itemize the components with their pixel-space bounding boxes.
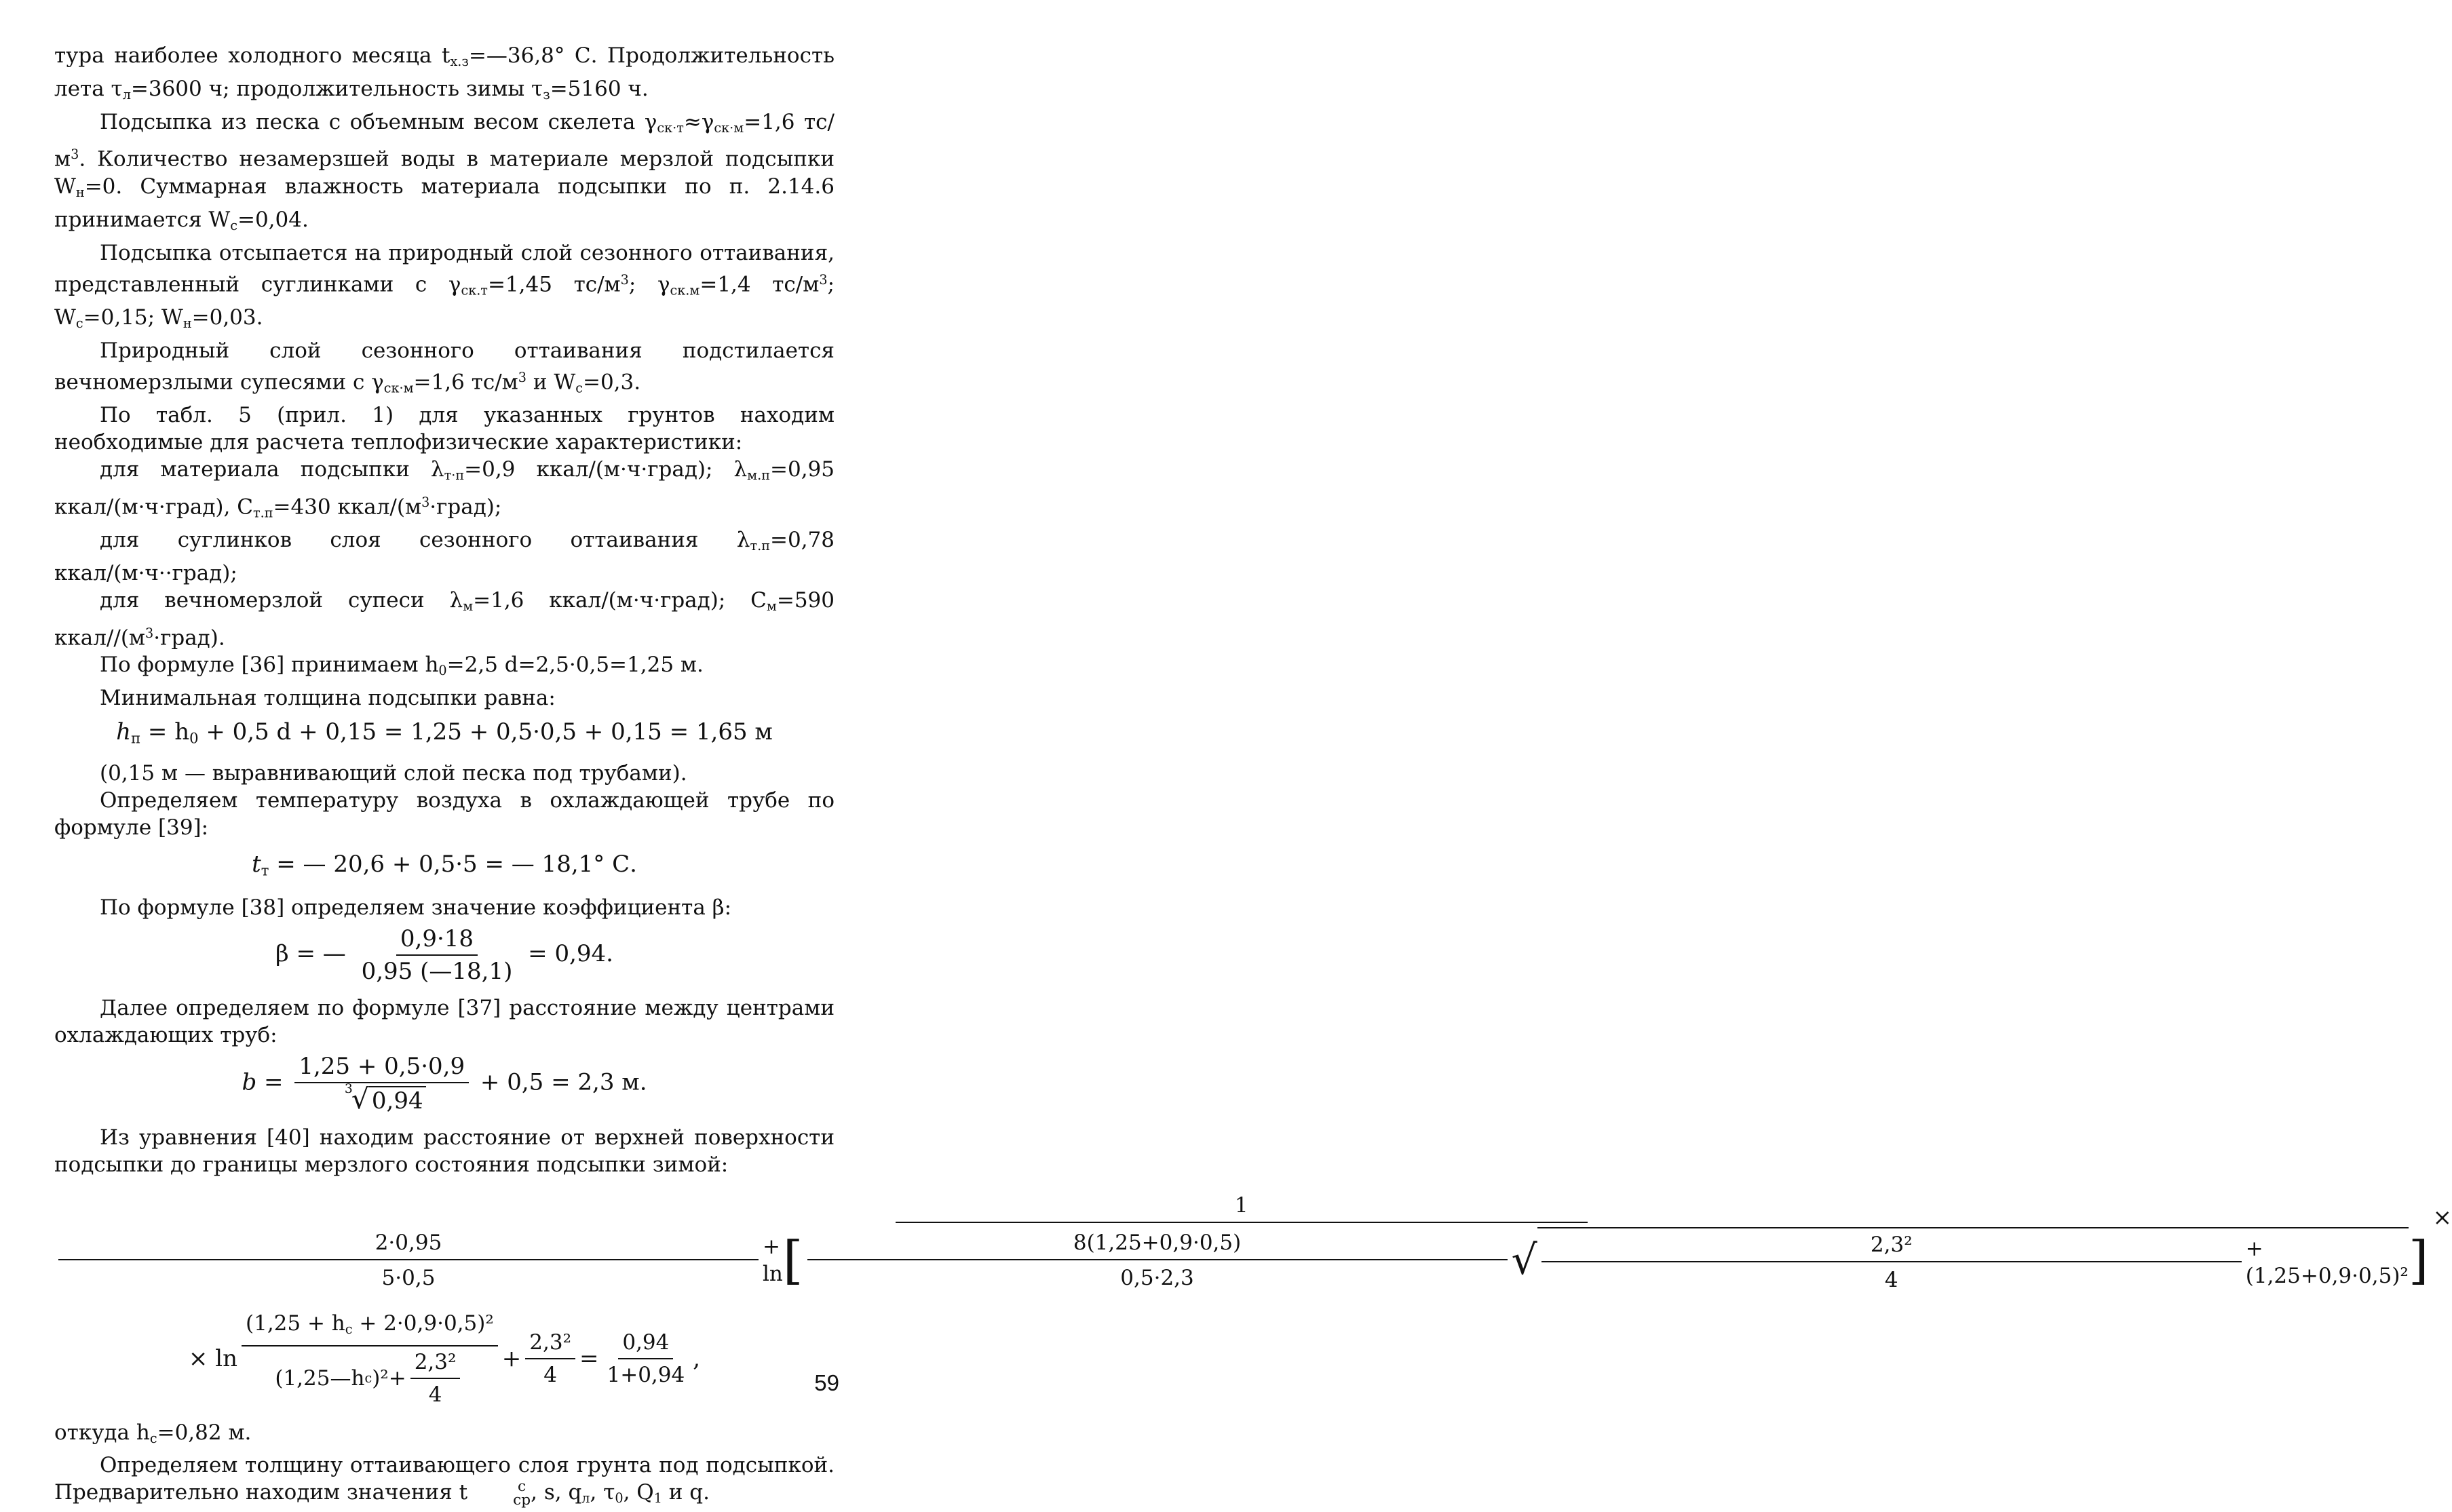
f6-fraction: $\frac{\text{2,3²}}{4}$ <box>525 1329 575 1389</box>
f1-fraction: $\frac{2\cdot 0,95}{5\cdot 0,5}$ <box>58 1229 759 1292</box>
paragraph-5: По табл. 5 (прил. 1) для указанных грунтов находим необходимые для расчета теплофизические характеристики: <box>54 403 835 455</box>
paragraph-14: Далее определяем по формуле [37] расстояние между центрами охлаждающих труб: <box>54 995 835 1047</box>
big-fraction: 1 $\frac{2\cdot 0,95}{5\cdot 0,5}$ + ln [ $\frac{8(1,25+0,9\cdot 0,5)}{0,5\cdot 2,3}$ √ $\frac{\text{2,3²}}{4}$ + (1,25+0,9·0,5)² ] <box>54 1192 2428 1294</box>
f2-fraction: $\frac{8(1,25+0,9\cdot 0,5)}{0,5\cdot 2,3}$ <box>807 1229 1508 1292</box>
paragraph-2: Подсыпка из песка с объемным весом скелета $\gamma_{ск\cdot т}\approx\gamma_{ск\cdot м}=1,6$ $тс/м^3$. Количество незамерзшей воды в материале мерзлой подсыпки $W_н=0$. Суммарная влажность материала подсыпки по п. 2.14.6 принимается $W_с=0,04$. <box>54 109 835 233</box>
paragraph-8: для вечномерзлой супеси $\lambda_м=1,6$ ккал/(м·ч·град); $C_м=590$ ккал/$/(м^3\cdot град)$. <box>54 588 835 651</box>
f4-fraction: $(1,25 + h_с + 2\cdot 0,9\cdot 0,5)^2$ (1,25—h с )²+ $\frac{\text{2,3²}}{4}$ <box>242 1310 498 1408</box>
equation-b: b = 1,25 + 0,5·0,9 3 √ 0,94 + 0,5 = 2,3 м. <box>242 1052 647 1115</box>
paragraph-6: для материала подсыпки $\lambda_{т\cdot п}=0,9$ ккал/(м·ч·град); $\lambda_{м.п}=0,95$ ккал/(м·ч·град), $C_{т.п}=430$ ккал/$(м^3\cdot град)$; <box>54 457 835 521</box>
paragraph-7: для суглинков слоя сезонного оттаивания $\lambda_{т.п}=0,78$ ккал/(м·ч··град); <box>54 528 835 586</box>
paragraph-3: Подсыпка отсыпается на природный слой сезонного оттаивания, представленный суглинками с $\gamma_{ск.т}=1,45$ $тс/м^3$; $\gamma_{ск.м}=1,4$ $тс/м^3$; $W_с=0,15$; $W_н=0,03$. <box>54 240 835 331</box>
equation-hp: $h_п = h_0 + 0,5$ d + 0,15 = 1,25 + 0,5·0,5 + 0,15 = 1,65 м <box>116 718 773 747</box>
equation-beta: β = — $\frac{0,9\cdot 18}{0,95 (—18,1)}$ = 0,94. <box>275 925 613 985</box>
paragraph-10: Минимальная толщина подсыпки равна: <box>100 686 556 711</box>
equation-tt: $t_т$ = — 20,6 + 0,5·5 = — 18,1° С. <box>252 851 637 879</box>
beta-fraction: $\frac{0,9\cdot 18}{0,95 (—18,1)}$ <box>361 925 513 985</box>
b-fraction: 1,25 + 0,5·0,9 3 √ 0,94 <box>294 1053 469 1114</box>
paragraph-9: По формуле [36] принимаем $h_0=2,5$ d=2,5·0,5=1,25 м. <box>100 653 704 679</box>
paragraph-12: Определяем температуру воздуха в охлаждающей трубе по формуле [39]: <box>54 788 835 840</box>
paragraph-13: По формуле [38] определяем значение коэффициента β: <box>100 895 732 920</box>
f5-fraction: $\frac{\text{2,3²}}{4}$ <box>410 1349 461 1408</box>
f3-fraction: $\frac{\text{2,3²}}{4}$ <box>1541 1231 2242 1294</box>
paragraph-1: тура наиболее холодного месяца $t_{х.з}=—36,8^\circ$ С. Продолжительность лета $\tau_л=3600$ ч; продолжительность зимы $\tau_з=5160$ ч. <box>54 43 835 102</box>
paragraph-4: Природный слой сезонного оттаивания подстилается вечномерзлыми супесями с $\gamma_{ск\cdot м}=1,6$ $тс/м^3$ и $W_с=0,3$. <box>54 338 835 396</box>
paragraph-15: Из уравнения [40] находим расстояние от верхней поверхности подсыпки до границы мерзлого состояния подсыпки зимой: <box>54 1125 835 1177</box>
paragraph-16: откуда $h_с=0,82$ м. <box>54 1420 252 1446</box>
cube-root: 3 √ 0,94 <box>338 1085 426 1114</box>
paragraph-11: (0,15 м — выравнивающий слой песка под трубами). <box>100 761 687 786</box>
equation-big: 1 $\frac{2\cdot 0,95}{5\cdot 0,5}$ + ln [ $\frac{8(1,25+0,9\cdot 0,5)}{0,5\cdot 2,3}$ √ $\frac{\text{2,3²}}{4}$ + (1,25+0,9·0,5)² ] × × ln $(1,25 + h_с + 2\cdot 0,9\cdot 0,5)^2$ (1,25—h с )²+ $\frac{\text{2,3²}}{4}$ + $\frac{\text{2,3²}}{4}$ = $\frac{0,94}{1+0,94}$ , <box>54 1192 835 1408</box>
paragraph-17: Определяем толщину оттаивающего слоя грунта под подсыпкой. Предварительно находим значения t с ср , s, $q_л$, $\tau_0$, $Q_1$ и q. <box>54 1453 835 1509</box>
text-column <box>54 42 2452 1512</box>
f7-fraction: $\frac{0,94}{1+0,94}$ <box>607 1330 685 1388</box>
page-number: 59 <box>814 1370 839 1395</box>
